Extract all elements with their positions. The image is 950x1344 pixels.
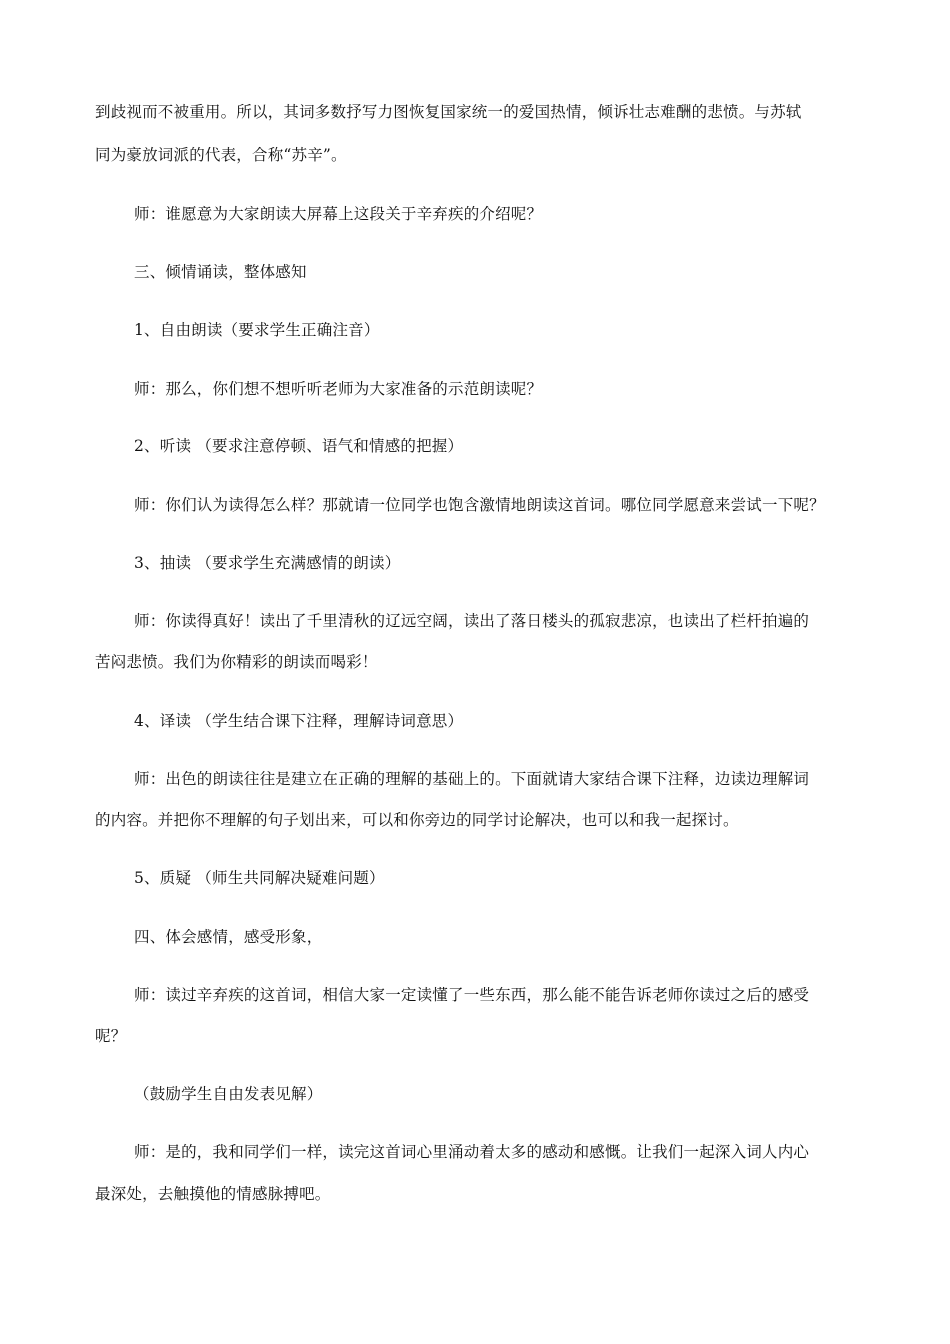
paragraph-line: 的内容。并把你不理解的句子划出来，可以和你旁边的同学讨论解决，也可以和我一起探讨。: [95, 811, 739, 829]
note-line: （鼓励学生自由发表见解）: [134, 1085, 323, 1103]
section-heading: 四、体会感情，感受形象，: [134, 928, 323, 946]
step-heading: 2、听读 （要求注意停顿、语气和情感的把握）: [134, 437, 464, 455]
teacher-line: 师：是的，我和同学们一样，读完这首词心里涌动着太多的感动和感慨。让我们一起深入词人内心: [134, 1143, 810, 1161]
paragraph-line: 同为豪放词派的代表，合称“苏辛”。: [95, 146, 347, 164]
step-heading: 5、质疑 （师生共同解决疑难问题）: [134, 869, 385, 887]
paragraph-line: 苦闷悲愤。我们为你精彩的朗读而喝彩！: [95, 653, 378, 671]
step-heading: 1、自由朗读（要求学生正确注音）: [134, 321, 380, 339]
teacher-line: 师：读过辛弃疾的这首词，相信大家一定读懂了一些东西，那么能不能告诉老师你读过之后的感受: [134, 986, 810, 1004]
paragraph-line: 最深处，去触摸他的情感脉搏吧。: [95, 1185, 331, 1203]
paragraph-line: 到歧视而不被重用。所以，其词多数抒写力图恢复国家统一的爱国热情，倾诉壮志难酬的悲愤。与苏轼: [95, 103, 802, 121]
step-heading: 4、译读 （学生结合课下注释，理解诗词意思）: [134, 712, 464, 730]
teacher-line: 师：谁愿意为大家朗读大屏幕上这段关于辛弃疾的介绍呢？: [134, 205, 543, 223]
teacher-line: 师：你读得真好！读出了千里清秋的辽远空阔，读出了落日楼头的孤寂悲凉，也读出了栏杆拍遍的: [134, 612, 810, 630]
paragraph-line: 呢？: [95, 1027, 127, 1045]
teacher-line: 师：那么，你们想不想听听老师为大家准备的示范朗读呢？: [134, 380, 543, 398]
teacher-line: 师：出色的朗读往往是建立在正确的理解的基础上的。下面就请大家结合课下注释，边读边理解词: [134, 770, 810, 788]
step-heading: 3、抽读 （要求学生充满感情的朗读）: [134, 554, 401, 572]
teacher-line: 师：你们认为读得怎么样？那就请一位同学也饱含激情地朗读这首词。哪位同学愿意来尝试一下呢？: [134, 496, 825, 514]
section-heading: 三、倾情诵读，整体感知: [134, 263, 307, 281]
